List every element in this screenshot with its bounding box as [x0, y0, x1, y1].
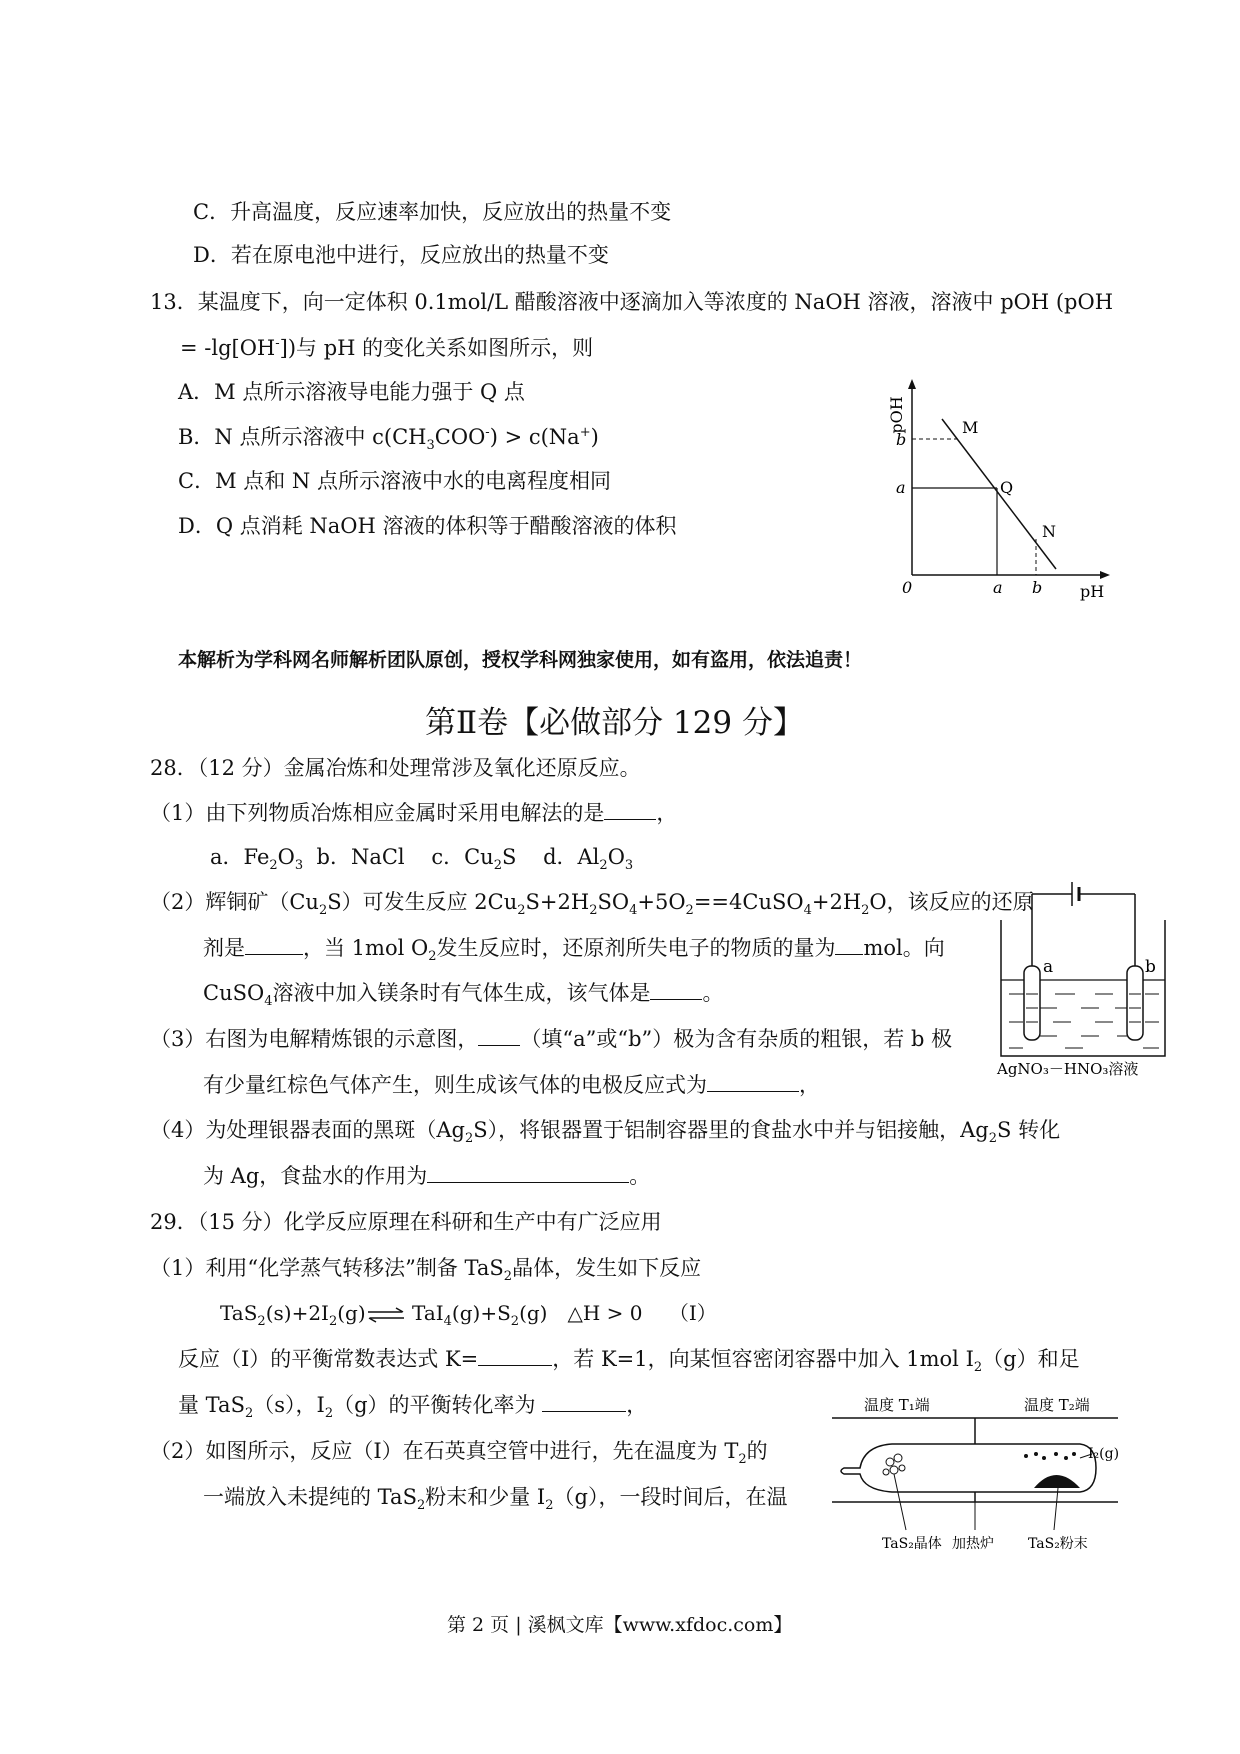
q29-part1: （1）利用“化学蒸气转移法”制备 TaS$_2$晶体，发生如下反应	[150, 1256, 702, 1285]
equilibrium-arrow-icon	[366, 1307, 406, 1323]
electrode-b-label: b	[1145, 957, 1156, 977]
q29-k-line1: 反应（I）的平衡常数表达式 K= ，若 K=1，向某恒容密闭容器中加入 1mol $I_2(g)$和足	[178, 1343, 1080, 1375]
point-n: N	[1042, 522, 1056, 541]
x-tick-a: a	[993, 578, 1003, 597]
furnace-label: 加热炉	[952, 1536, 994, 1552]
x-tick-b: b	[1032, 578, 1043, 597]
x-axis-label: pH	[1080, 582, 1105, 601]
q28-part1-options: a．$Fe_2O_3$ b．NaCl c．$Cu_2S$ d．$Al_2O_3$	[210, 845, 634, 874]
q28-part1: （1）由下列物质冶炼相应金属时采用电解法的是 ，	[150, 797, 677, 827]
q28-part4-line2: 为 Ag，食盐水的作用为 。	[203, 1160, 650, 1190]
q29-stem: 29．（15 分）化学反应原理在科研和生产中有广泛应用	[150, 1210, 662, 1234]
q28-part2-line3: CuSO$_4$溶液中加入镁条时有气体生成，该气体是 。	[203, 977, 723, 1009]
solution-caption: AgNO₃－HNO₃溶液	[997, 1060, 1139, 1078]
y-tick-a: a	[896, 478, 906, 497]
y-axis-label: pOH	[887, 396, 906, 434]
q13-option-a: A．M 点所示溶液导电能力强于 Q 点	[178, 380, 525, 404]
i2-gas-label: I₂(g)	[1088, 1446, 1120, 1462]
q28-part2-line2: 剂是 ，当 1mol $O_2$发生反应时，还原剂所失电子的物质的量为 mol。向	[203, 932, 945, 964]
electrode-b	[1127, 966, 1143, 1040]
q29-part2-line2: 一端放入未提纯的 TaS$_2$粉末和少量 $I_2(g)$，一段时间后，在温	[203, 1485, 788, 1514]
electrode-a	[1024, 966, 1040, 1040]
q29-k-line2: 量 TaS$_2$（s），$I_2(g)$的平衡转化率为 ，	[178, 1389, 647, 1421]
quartz-tube-diagram	[830, 1388, 1120, 1558]
q28-part4-line1: （4）为处理银器表面的黑斑$(Ag_2S)$，将银器置于铝制容器里的食盐水中并与铝接触，$Ag_2S$ 转化	[150, 1118, 1061, 1147]
q13-option-b: B．N 点所示溶液中 $c(CH_3COO^-) > c(Na^+)$	[178, 425, 599, 454]
q28-part3-line1: （3）右图为电解精炼银的示意图， （填“a”或“b”）极为含有杂质的粗银，若 b 极	[150, 1023, 952, 1053]
poh-ph-graph	[860, 375, 1110, 605]
electrolysis-cell-diagram	[995, 872, 1175, 1082]
q28-part2-line1: （2）辉铜矿$(Cu_2S)$可发生反应 $2Cu_2S+2H_2SO_4+5O_2==4CuSO_4+2H_2O$，该反应的还原	[150, 890, 1034, 919]
q29-equation: $TaS_2(s)+2I_2(g)$ $TaI_4(g)+S_2(g)$ △H > 0 （I）	[220, 1301, 717, 1329]
point-q: Q	[1000, 478, 1014, 497]
q28-stem: 28．（12 分）金属冶炼和处理常涉及氧化还原反应。	[150, 756, 641, 780]
q13-stem-line1: 13．某温度下，向一定体积 0.1mol/L 醋酸溶液中逐滴加入等浓度的 NaOH 溶液，溶液中 pOH (pOH	[150, 290, 1114, 314]
copyright-notice: 本解析为学科网名师解析团队原创，授权学科网独家使用，如有盗用，依法追责！	[178, 649, 863, 671]
q13-stem-line2: = -lg[OH-])与 pH 的变化关系如图所示，则	[180, 336, 594, 360]
point-m: M	[962, 418, 979, 437]
powder-label: TaS₂粉末	[1028, 1536, 1088, 1552]
q13-option-d: D．Q 点消耗 NaOH 溶液的体积等于醋酸溶液的体积	[178, 514, 677, 538]
t1-end-label: 温度 T₁端	[864, 1396, 930, 1414]
page-footer: 第 2 页 | 溪枫文库【www.xfdoc.com】	[447, 1614, 793, 1636]
electrode-a-label: a	[1043, 957, 1054, 977]
q29-part2-line1: （2）如图所示，反应（I）在石英真空管中进行，先在温度为 $T_2$的	[150, 1439, 768, 1468]
q12-option-c: C．升高温度，反应速率加快，反应放出的热量不变	[193, 200, 672, 224]
graph-line	[942, 419, 1056, 569]
section-title: 第Ⅱ卷【必做部分 129 分】	[425, 705, 804, 741]
t2-end-label: 温度 T₂端	[1024, 1396, 1090, 1414]
y-tick-b: b	[896, 430, 907, 449]
origin-label: 0	[902, 578, 913, 597]
q28-part3-line2: 有少量红棕色气体产生，则生成该气体的电极反应式为 ，	[203, 1069, 820, 1099]
q12-option-d: D．若在原电池中进行，反应放出的热量不变	[193, 243, 609, 267]
q13-option-c: C．M 点和 N 点所示溶液中水的电离程度相同	[178, 469, 611, 493]
crystal-label: TaS₂晶体	[882, 1536, 942, 1552]
